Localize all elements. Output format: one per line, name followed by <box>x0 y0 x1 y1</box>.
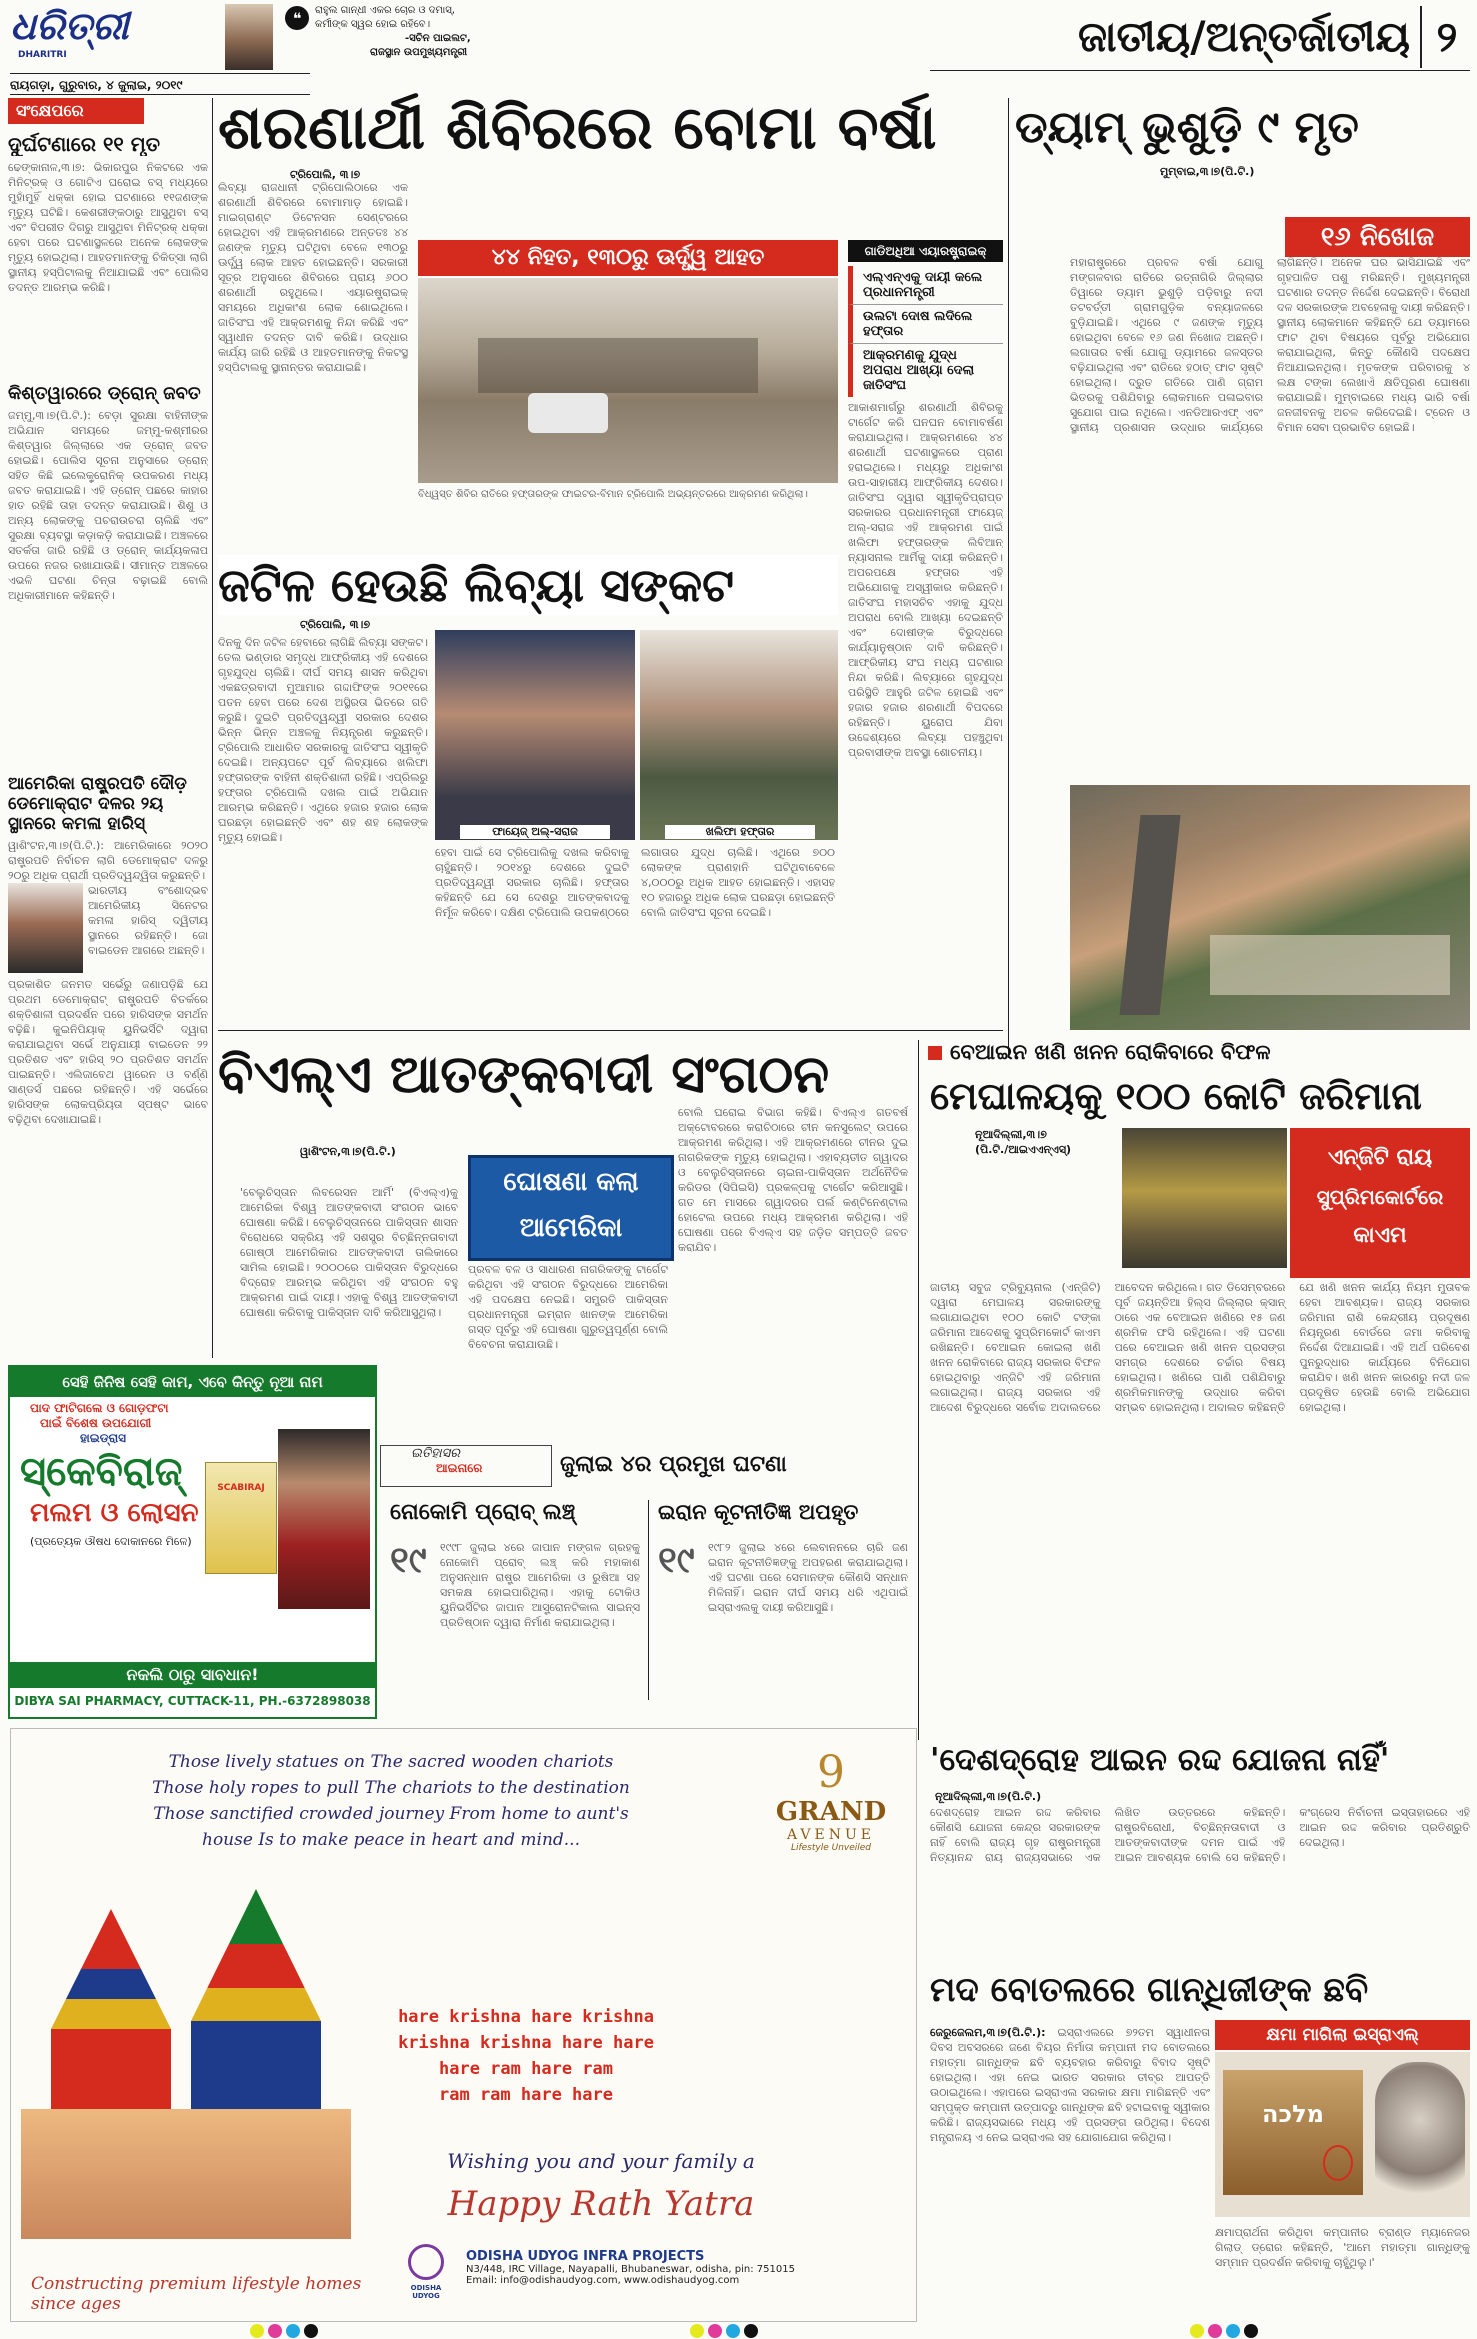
masthead <box>0 0 1477 95</box>
dam-tag: ୧୬ ନିଖୋଜ <box>1285 217 1470 257</box>
chant-line: hare krishna hare krishna <box>398 2007 654 2027</box>
bla-body-1: 'ବେଲୁଚିସ୍ତାନ ଲିବରେସନ ଆର୍ମି' (ବିଏଲ୍ଏ)କୁ ଆମେରିକା ବିଶ୍ୱ ଆତଙ୍କବାଦୀ ସଂଗଠନ ଭାବେ ଘୋଷଣା କରିଛି। ବେଲୁଚିସ୍ତାନରେ ପାକିସ୍ତାନ ଶାସନ ବିରୋଧରେ ସକ୍ରିୟ ଏହି ସଶସ୍ତ୍ର ବିଚ୍ଛିନ୍ନତାବାଦୀ ଗୋଷ୍ଠୀ ଆମେରିକାର ଆତଙ୍କବାଦୀ ତାଲିକାରେ ସାମିଲ ହୋଇଛି। ୨୦୦୦ରେ ପାକିସ୍ତାନ ବିରୁଦ୍ଧରେ ବିଦ୍ରୋହ ଆରମ୍ଭ କରିଥିବା ଏହି ସଂଗଠନ ବହୁ ଆକ୍ରମଣ ପାଇଁ ଦାୟୀ। ଏହାକୁ ବିଶ୍ୱ ଆତଙ୍କବାଦୀ ଘୋଷଣା କରିବାକୁ ପାକିସ୍ତାନ ଦାବି କରିଆସୁଥିଲା। <box>240 1186 458 1319</box>
ad-poem <box>131 1749 651 1853</box>
ad-sub-2: ପାଇଁ ବିଶେଷ ଉପଯୋଗୀ <box>40 1416 152 1430</box>
chariots-illustration <box>21 1869 351 2249</box>
sedition-body: ଦେଶଦ୍ରୋହ ଆଇନ ରଦ୍ଦ କରିବାର କୌଣସି ଯୋଜନା କେନ୍ଦ୍ର ସରକାରଙ୍କ ନାହିଁ ବୋଲି ରାଜ୍ୟ ଗୃହ ରାଷ୍ଟ୍ରମନ୍ତ୍ରୀ ନିତ୍ୟାନନ୍ଦ ରାୟ ରାଜ୍ୟସଭାରେ ଏକ ଲିଖିତ ଉତ୍ତରରେ କହିଛନ୍ତି। ରାଷ୍ଟ୍ରବିରୋଧୀ, ବିଚ୍ଛିନ୍ନତାବାଦୀ ଓ ଆତଙ୍କବାଦୀଙ୍କ ଦମନ ପାଇଁ ଏହି ଆଇନ ଆବଶ୍ୟକ ବୋଲି ସେ କହିଛନ୍ତି। କଂଗ୍ରେସ ନିର୍ବାଚନୀ ଇସ୍ତାହାରରେ ଏହି ଆଇନ ରଦ୍ଦ କରିବାର ପ୍ରତିଶ୍ରୁତି ଦେଇଥିଲା। <box>930 1806 1470 1864</box>
lead-dateline: ଟ୍ରିପୋଲି, ୩।୭ <box>290 168 361 181</box>
ad-product: ମଲମ ଓ ଲୋସନ <box>30 1498 199 1528</box>
left-column <box>8 98 208 1358</box>
sarraj-photo <box>435 630 635 840</box>
sarraj-caption: ଫାୟେଜ୍ ଅଲ୍-ସରାଜ <box>460 825 610 839</box>
wish-line: Wishing you and your family a <box>447 2149 755 2173</box>
ad-brand: ସ୍କେବିରାଜ୍ <box>20 1449 183 1495</box>
dam-body: ମହାରାଷ୍ଟ୍ରରେ ପ୍ରବଳ ବର୍ଷା ଯୋଗୁ ମଙ୍ଗଳବାର ରାତିରେ ରତ୍ନାଗିରି ଜିଲ୍ଲାର ତିୱାରେ ଡ୍ୟାମ ଭୁଶୁଡ଼ି ପଡ଼ିବାରୁ ନଦୀ ତଟବର୍ତ୍ତୀ ଗ୍ରାମଗୁଡ଼ିକ ବନ୍ୟାଜଳରେ ବୁଡ଼ିଯାଇଛି। ଏଥିରେ ୯ ଜଣଙ୍କ ମୃତ୍ୟୁ ହୋଇଥିବା ବେଳେ ୧୬ ଜଣ ନିଖୋଜ ଅଛନ୍ତି। ଲଗାତାର ବର୍ଷା ଯୋଗୁ ଡ୍ୟାମରେ ଜଳସ୍ତର ବଢ଼ିଯାଇଥିଲା ଏବଂ ରାତିରେ ହଠାତ୍ ଫାଟ ସୃଷ୍ଟି ହୋଇଥିଲା। ଦ୍ରୁତ ଗତିରେ ପାଣି ଗ୍ରାମ ଭିତରକୁ ପଶିଯିବାରୁ ଲୋକମାନେ ପଳାଇବାର ସୁଯୋଗ ପାଇ ନଥିଲେ। ଏନଡିଆରଏଫ୍ ଏବଂ ସ୍ଥାନୀୟ ପ୍ରଶାସନ ଉଦ୍ଧାର କାର୍ଯ୍ୟରେ ଲାଗିଛନ୍ତି। ଅନେକ ଘର ଭାସିଯାଇଛି ଏବଂ ଗୃହପାଳିତ ପଶୁ ମରିଛନ୍ତି। ମୁଖ୍ୟମନ୍ତ୍ରୀ ଘଟଣାର ତଦନ୍ତ ନିର୍ଦ୍ଦେଶ ଦେଇଛନ୍ତି। ବିରୋଧୀ ଦଳ ସରକାରଙ୍କ ଅବହେଳାକୁ ଦାୟୀ କରିଛନ୍ତି। ସ୍ଥାନୀୟ ଲୋକମାନେ କହିଛନ୍ତି ଯେ ଡ୍ୟାମରେ ଫାଟ ଥିବା ବିଷୟରେ ପୂର୍ବରୁ ଅଭିଯୋଗ କରାଯାଇଥିଲା, କିନ୍ତୁ କୌଣସି ପଦକ୍ଷେପ ନିଆଯାଇନଥିଲା। ମୃତକଙ୍କ ପରିବାରକୁ ୪ ଲକ୍ଷ ଟଙ୍କା ଲେଖାଏଁ କ୍ଷତିପୂରଣ ଘୋଷଣା କରାଯାଇଛି। ମୁମ୍ବାଇରେ ମଧ୍ୟ ଭାରି ବର୍ଷା ଜନଜୀବନକୁ ଅଚଳ କରିଦେଇଛି। ଟ୍ରେନ ଓ ବିମାନ ସେବା ପ୍ରଭାବିତ ହୋଇଛି। <box>1070 256 1470 434</box>
dam-dateline: ମୁମ୍ବାଇ,୩।୭(ପି.ଟି.) <box>1160 165 1255 178</box>
sedition-headline: 'ଦେଶଦ୍ରୋହ ଆଇନ ରଦ୍ଦ ଯୋଜନା ନାହିଁ' <box>930 1742 1390 1778</box>
bla-headline: ବିଏଲ୍ଏ ଆତଙ୍କବାଦୀ ସଂଗଠନ <box>218 1045 830 1105</box>
lead-photo-caption: ବିଧ୍ୱସ୍ତ ଶିବିର ରାତିରେ ହଫ୍ତାରଙ୍କ ଫାଇଟର-ବିମାନ ଟ୍ରିପୋଲି ଅଭ୍ୟନ୍ତରରେ ଆକ୍ରମଣ କରିଥିଲା। <box>418 489 808 500</box>
quote-author: -ସଚିନ ପାଇଲଟ, <box>405 33 471 44</box>
left-column-rule <box>212 98 213 1358</box>
history-year-1: ୧୯ <box>390 1540 427 1581</box>
ad-footer: DIBYA SAI PHARMACY, CUTTACK-11, PH.-6372898038 <box>14 1694 371 1708</box>
airstrike-band: ଗାଡିଅଧିଆ ଏୟାରଷ୍ଟ୍ରାଇକ୍ <box>848 240 1003 262</box>
ad-note: (ପ୍ରତ୍ୟେକ ଔଷଧ ଦୋକାନରେ ମିଳେ) <box>30 1535 192 1548</box>
poem-line: Those holy ropes to pull The chariots to the destination <box>152 1778 630 1798</box>
history-logo <box>380 1445 552 1487</box>
history-logo-b: ଆଇନାରେ <box>436 1461 483 1475</box>
bla-body-2: ପ୍ରବଳ ବଳ ଓ ସାଧାରଣ ନାଗରିକଙ୍କୁ ଟାର୍ଗେଟ କରିଥିବା ଏହି ସଂଗଠନ ବିରୁଦ୍ଧରେ ଆମେରିକା ଏହି ପଦକ୍ଷେପ ନେଇଛି। ସମ୍ପ୍ରତି ପାକିସ୍ତାନ ପ୍ରଧାନମନ୍ତ୍ରୀ ଇମ୍ରାନ ଖାନଙ୍କ ଆମେରିକା ଗସ୍ତ ପୂର୍ବରୁ ଏହି ଘୋଷଣା ଗୁରୁତ୍ୱପୂର୍ଣ୍ଣ ବୋଲି ବିବେଚନା କରାଯାଉଛି। <box>468 1263 668 1351</box>
masthead-rule <box>930 70 1470 71</box>
ad-company <box>466 2249 906 2286</box>
meghalaya-rule <box>918 1040 919 1740</box>
meghalaya-kicker-wrap <box>918 1040 1470 1070</box>
poem-line: Those lively statues on The sacred wooden chariots <box>168 1752 614 1772</box>
history-box <box>380 1445 910 1715</box>
lead-subhead: ୪୪ ନିହତ, ୧୩୦ରୁ ଊର୍ଦ୍ଧ୍ୱ ଆହତ <box>418 240 838 276</box>
history-year-2: ୧୯ <box>658 1540 695 1581</box>
bottle-label-text: מלכה <box>1262 2100 1324 2128</box>
history-headline-1: ନୋକୋମି ପ୍ରୋବ୍ ଲଞ୍ଚ୍ <box>390 1500 576 1525</box>
ngt-box <box>1290 1128 1470 1278</box>
dam-body-left <box>1015 255 1065 265</box>
ad-sub-1: ପାଦ ଫାଟିଗଲେ ଓ ଗୋଡ଼ଫଟା <box>30 1401 169 1415</box>
brand-name: GRAND <box>775 1797 887 1827</box>
dam-photo <box>1070 785 1470 1030</box>
logo-text: ଧରିତ୍ରୀ <box>10 4 129 48</box>
gandhi-photo <box>1215 2052 1470 2217</box>
haftar-photo <box>640 630 838 840</box>
libya-bottom-rule <box>218 1030 1003 1031</box>
poem-line: Those sanctified crowded journey From home to aunt's <box>153 1804 629 1824</box>
bla-box <box>468 1155 674 1261</box>
ad-tagline: Constructing premium lifestyle homes since ages <box>31 2274 362 2314</box>
lead-photo <box>418 278 838 483</box>
brief-headline-3c: ସ୍ଥାନରେ କମଳା ହାରିସ୍ <box>8 814 146 834</box>
brand-number: 9 <box>817 1747 845 1798</box>
ad-warning: ନକଲି ଠାରୁ ସାବଧାନ! <box>10 1662 375 1688</box>
bla-dateline: ୱାଶିଂଟନ,୩।୭(ପି.ଟି.) <box>300 1145 396 1158</box>
brief-headline-3: ଆମେରିକା ରାଷ୍ଟ୍ରପତି ଦୌଡ଼ <box>8 774 187 794</box>
history-headline-2: ଇରାନ କୂଟନୀତିଜ୍ଞ ଅପହୃତ <box>658 1500 859 1524</box>
harris-photo <box>8 883 83 973</box>
brief-headline-2: କିଶ୍ତୱାରରେ ଡ୍ରୋନ୍ ଜବତ <box>8 383 201 404</box>
chant-line: hare ram hare ram <box>439 2059 613 2079</box>
bla-body-3: ବୋଲି ଘରୋଇ ବିଭାଗ କହିଛି। ବିଏଲ୍ଏ ଗତବର୍ଷ ଅକ୍ଟୋବରରେ କରାଚିଠାରେ ଚୀନ କନସୁଲେଟ୍ ଉପରେ ଆକ୍ରମଣ କରିଥିଲା। ଏହି ଆକ୍ରମଣରେ ଚୀନର ଦୁଇ ନାଗରିକଙ୍କ ମୃତ୍ୟୁ ହୋଇଥିଲା। ଏହାବ୍ୟତୀତ ଗ୍ୱାଦର ଓ ବେଲୁଚିସ୍ତାନରେ ଚାଇନା-ପାକିସ୍ତାନ ଅର୍ଥନୈତିକ କରିଡର (ସିପିଇସି) ପ୍ରକଳ୍ପକୁ ଟାର୍ଗେଟ କରିଆସୁଛି। ଗତ ମେ ମାସରେ ଗ୍ୱାଦରର ପର୍ଲ କଣ୍ଟିନେଣ୍ଟାଲ ହୋଟେଲ ଉପରେ ମଧ୍ୟ ଆକ୍ରମଣ କରିଥିଲା। ଏହି ଘୋଷଣା ପରେ ବିଏଲ୍ଏ ସହ ଜଡ଼ିତ ସମ୍ପତ୍ତି ଜବତ କରାଯିବ। <box>678 1106 908 1254</box>
quote-block <box>315 4 615 60</box>
quote-line-1: ରାହୁଲ ଗାନ୍ଧୀ ଏକର ଚୋର ଓ ଦମାସ୍, <box>315 5 455 16</box>
greet-line: Happy Rath Yatra <box>447 2184 755 2224</box>
brief-body-3-side: ଭାରତୀୟ ବଂଶୋଦ୍ଭବ ଆମେରିକୀୟ ସିନେଟର କମଳା ହାରିସ୍ ଦ୍ୱିତୀୟ ସ୍ଥାନରେ ରହିଛନ୍ତି। ଜୋ ବାଇଡେନ ଆଗରେ ଅଛନ୍ତି। <box>88 884 208 957</box>
libya-dateline: ଟ୍ରିପୋଲି, ୩।୭ <box>300 618 371 631</box>
ngt-tag-1: ଏନ୍‌ଜିଟି ରାୟ <box>1327 1145 1433 1170</box>
meghalaya-dateline-2: (ପି.ଟି./ଆଇଏଏନ୍ଏସ୍) <box>975 1143 1072 1156</box>
briefs-tag: ସଂକ୍ଷେପରେ <box>8 98 144 124</box>
gandhi-headline: ମଦ ବୋତଲରେ ଗାନ୍ଧିଜୀଙ୍କ ଛବି <box>930 1970 1369 2010</box>
ngt-tag-2: ସୁପ୍ରିମକୋର୍ଟରେ <box>1316 1185 1444 1209</box>
logo-sub: DHARITRI <box>18 50 67 60</box>
history-title: ଜୁଲାଇ ୪ର ପ୍ରମୁଖ ଘଟଣା <box>560 1452 787 1477</box>
meghalaya-headline: ମେଘାଳୟକୁ ୧୦୦ କୋଟି ଜରିମାନା <box>930 1074 1422 1118</box>
chant-line: ram ram hare hare <box>439 2085 613 2105</box>
history-body-1: ୧୯୯୮ ଜୁଲାଇ ୪ରେ ଜାପାନ ମଙ୍ଗଳ ଗ୍ରହକୁ ନୋକୋମି ପ୍ରୋବ୍ ଲଞ୍ଚ୍ କରି ମହାକାଶ ଅନୁସନ୍ଧାନ ରାଷ୍ଟ୍ର ଆମେରିକା ଓ ରୁଷିଆ ସହ ସମକକ୍ଷ ହୋଇପାରିଥିଲା। ଏହାକୁ ଟୋକିଓ ୟୁନିଭର୍ସିଟିର ଜାପାନ ଆସ୍ଟ୍ରୋନଟିକାଲ ସାଇନ୍ସ ପ୍ରତିଷ୍ଠାନ ଦ୍ୱାରା ନିର୍ମାଣ କରାଯାଇଥିଲା। <box>440 1541 640 1629</box>
gandhi-tag: କ୍ଷମା ମାଗିଲା ଇସ୍ରାଏଲ୍ <box>1215 2020 1470 2050</box>
quote-icon: ❝ <box>285 6 309 30</box>
logo <box>10 2 185 72</box>
ngt-tag-3: କାଏମ <box>1353 1223 1407 1248</box>
gandhi-body-1: ଜେରୁଜେଲମ,୩।୭(ପି.ଟି.): ଇସ୍ରାଏଲରେ ୭୨ତମ ସ୍ୱାଧୀନତା ଦିବସ ଅବସରରେ ଜଣେ ବିୟର ନିର୍ମାତା କମ୍ପାନୀ ମଦ ବୋତଲରେ ମହାତ୍ମା ଗାନ୍ଧିଙ୍କ ଛବି ବ୍ୟବହାର କରିବାରୁ ବିବାଦ ସୃଷ୍ଟି ହୋଇଥିଲା। ଏହା ନେଇ ଭାରତ ସରକାର ତୀବ୍ର ଆପତ୍ତି ଉଠାଇଥିଲେ। ଏହାପରେ ଇସ୍ରାଏଲ ସରକାର କ୍ଷମା ମାଗିଛନ୍ତି ଏବଂ ସମ୍ପୃକ୍ତ କମ୍ପାନୀ ଉତ୍ପାଦରୁ ଗାନ୍ଧିଙ୍କ ଛବି ହଟାଇବାକୁ ସ୍ୱୀକାର କରିଛି। ରାଜ୍ୟସଭାରେ ମଧ୍ୟ ଏହି ପ୍ରସଙ୍ଗ ଉଠିଥିଲା। ବିଦେଶ ମନ୍ତ୍ରାଳୟ ଏ ନେଇ ଇସ୍ରାଏଲ ସହ ଯୋଗାଯୋଗ କରିଥିଲା। <box>930 2026 1210 2144</box>
libya-body-2: ହେବା ପାଇଁ ସେ ଟ୍ରିପୋଲିକୁ ଦଖଲ କରିବାକୁ ଚାହୁଁଛନ୍ତି। ୨୦୧୪ରୁ ଦେଶରେ ଦୁଇଟି ପ୍ରତିଦ୍ୱନ୍ଦ୍ୱୀ ସରକାର ଚାଲିଛି। ହଫ୍ତାର କହିଛନ୍ତି ଯେ ସେ ଦେଶରୁ ଆତଙ୍କବାଦକୁ ନିର୍ମୂଳ କରିବେ। ଦକ୍ଷିଣ ଟ୍ରିପୋଲି ଉପକଣ୍ଠରେ ଲଗାତାର ଯୁଦ୍ଧ ଚାଲିଛି। ଏଥିରେ ୭୦୦ ଲୋକଙ୍କ ପ୍ରାଣହାନି ଘଟିଥିବାବେଳେ ୪,୦୦୦ରୁ ଅଧିକ ଆହତ ହୋଇଛନ୍ତି। ଏହାସହ ୧୦ ହଜାରରୁ ଅଧିକ ଲୋକ ଘରଛଡ଼ା ହୋଇଛନ୍ତି ବୋଲି ଜାତିସଂଘ ସୂଚନା ଦେଇଛି। <box>435 846 835 919</box>
lead-body-1: ଲିବ୍ୟା ରାଜଧାନୀ ଟ୍ରିପୋଲିଠାରେ ଏକ ଶରଣାର୍ଥୀ ଶିବିରରେ ବୋମାମାଡ଼ ହୋଇଛି। ମାଇଗ୍ରାଣ୍ଟ ଡିଟେନସନ ସେଣ୍ଟରରେ ହୋଇଥିବା ଏହି ଆକ୍ରମଣରେ ଅନ୍ତତଃ ୪୪ ଜଣଙ୍କ ମୃତ୍ୟୁ ଘଟିଥିବା ବେଳେ ୧୩୦ରୁ ଊର୍ଦ୍ଧ୍ୱ ଲୋକ ଆହତ ହୋଇଛନ୍ତି। ସରକାରୀ ସୂତ୍ର ଅନୁସାରେ ଶିବିରରେ ପ୍ରାୟ ୬୦୦ ଶରଣାର୍ଥୀ ରହୁଥିଲେ। ଏୟାରଷ୍ଟ୍ରାଇକ୍ ସମୟରେ ଅଧିକାଂଶ ଲୋକ ଶୋଇଥିଲେ। ଜାତିସଂଘ ଏହି ଆକ୍ରମଣକୁ ନିନ୍ଦା କରିଛି ଏବଂ ସ୍ୱାଧୀନ ତଦନ୍ତ ଦାବି କରିଛି। ଉଦ୍ଧାର କାର୍ଯ୍ୟ ଜାରି ରହିଛି ଓ ଆହତମାନଙ୍କୁ ନିକଟସ୍ଥ ହସ୍ପିଟାଲକୁ ସ୍ଥାନାନ୍ତର କରାଯାଇଛି। <box>218 181 408 374</box>
ad-pack <box>205 1462 277 1574</box>
udyog-logo-text: ODISHA UDYOG <box>410 2284 442 2300</box>
rath-yatra-ad <box>10 1728 917 2322</box>
brand-tagline: Lifestyle Unveiled <box>790 1843 872 1853</box>
airstrike-item: ଏଲ୍ଏନ୍ଏକୁ ଦାୟୀ କଲେ ପ୍ରଧାନମନ୍ତ୍ରୀ <box>848 266 1003 305</box>
brief-body-1: ଢେଙ୍କାନାଳ,୩।୭: ଭିକାରପୁର ନିକଟରେ ଏକ ମିନିଟ୍ରକ୍ ଓ ଗୋଟିଏ ଘରୋଇ ବସ୍ ମଧ୍ୟରେ ମୁହାଁମୁହିଁ ଧକ୍କା ହୋଇ ଘଟଣାରେ ୧୧ଜଣଙ୍କ ମୃତ୍ୟୁ ଘଟିଛି। କେଶରୀଙ୍କଠାରୁ ଆସୁଥିବା ବସ୍ ଏବଂ ବିପରୀତ ଦିଗରୁ ଆସୁଥିବା ମିନିଟ୍ରକ୍ ଧକ୍କା ହେବା ପରେ ଘଟଣାସ୍ଥଳରେ ଅନେକ ଲୋକଙ୍କ ମୃତ୍ୟୁ ହୋଇଥିଲା। ଆହତମାନଙ୍କୁ ଚିକିତ୍ସା ଲାଗି ସ୍ଥାନୀୟ ହସ୍ପିଟାଲକୁ ନିଆଯାଇଛି ଏବଂ ପୋଲିସ ତଦନ୍ତ ଆରମ୍ଭ କରିଛି। <box>8 161 208 294</box>
ad-pack-label: SCABIRAJ <box>217 1483 265 1493</box>
udyog-logo <box>396 2244 456 2314</box>
bla-box-line-2: ଆମେରିକା <box>519 1213 623 1243</box>
grand-avenue-logo <box>756 1749 906 1869</box>
gandhi-dateline: ଜେରୁଜେଲମ,୩।୭(ପି.ଟି.): <box>930 2026 1046 2039</box>
company-address: N3/448, IRC Village, Nayapalli, Bhubaneswar, odisha, pin: 751015 <box>466 2264 795 2275</box>
ad-top-strip: ସେହି ଜିନିଷ ସେହି କାମ, ଏବେ କିନ୍ତୁ ନୂଆ ନାମ <box>10 1367 375 1397</box>
company-name: ODISHA UDYOG INFRA PROJECTS <box>466 2249 705 2264</box>
author-photo <box>225 4 273 70</box>
brand-name-2: AVENUE <box>786 1827 875 1843</box>
right-column-rule <box>1008 98 1009 1058</box>
bla-box-line-1: ଘୋଷଣା କଲା <box>503 1167 639 1197</box>
haftar-caption: ଖଲିଫା ହଫ୍ତାର <box>665 825 815 839</box>
brief-body-3-top: ୱାଶିଂଟନ,୩।୭(ପି.ଟି.): ଆମେରିକାରେ ୨୦୨୦ ରାଷ୍ଟ୍ରପତି ନିର୍ବାଚନ ଲାଗି ଡେମୋକ୍ରାଟ ଦଳରୁ ୨୦ରୁ ଅଧିକ ପ୍ରାର୍ଥୀ ପ୍ରତିଦ୍ୱନ୍ଦ୍ୱିତା କରୁଛନ୍ତି। <box>8 839 208 882</box>
quote-line-2: କର୍ମୀଙ୍କ ସ୍ୱର ହୋଇ ରହିବେ। <box>315 19 431 30</box>
airstrike-list <box>848 266 1003 397</box>
lead-headline: ଶରଣାର୍ଥୀ ଶିବିରରେ ବୋମା ବର୍ଷା <box>218 93 937 163</box>
print-marks <box>0 2324 1477 2339</box>
dam-headline: ଡ୍ୟାମ୍ ଭୁଶୁଡ଼ି ୯ ମୃତ <box>1015 102 1359 153</box>
company-email: Email: info@odishaudyog.com, www.odishaudyog.com <box>466 2275 740 2286</box>
brief-body-3: ପ୍ରକାଶିତ ଜନମତ ସର୍ଭେରୁ ଜଣାପଡ଼ିଛି ଯେ ପ୍ରଥମ ଡେମୋକ୍ରାଟ୍ ରାଷ୍ଟ୍ରପତି ବିତର୍କରେ ଶକ୍ତିଶାଳୀ ପ୍ରଦର୍ଶନ ପରେ ହାରିସଙ୍କ ସମର୍ଥନ ବଢ଼ିଛି। କୁଇନିପିୟାକ୍ ୟୁନିଭର୍ସିଟି ଦ୍ୱାରା କରାଯାଇଥିବା ସର୍ଭେ ଅନୁଯାୟୀ ବାଇଡେନ ୨୨ ପ୍ରତିଶତ ଏବଂ ହାରିସ୍ ୨୦ ପ୍ରତିଶତ ସମର୍ଥନ ପାଇଛନ୍ତି। ଏଲିଜାବେଥ ୱାରେନ ଓ ବର୍ଣ୍ଣି ସାଣ୍ଡର୍ସ ପଛରେ ରହିଛନ୍ତି। ଏହି ସର୍ଭେରେ ହାରିସଙ୍କ ଲୋକପ୍ରିୟତା ସ୍ପଷ୍ଟ ଭାବେ ବଢ଼ିଥିବା ଦେଖାଯାଇଛି। <box>8 978 208 1126</box>
quote-role: ରାଜସ୍ଥାନ ଉପମୁଖ୍ୟମନ୍ତ୍ରୀ <box>370 47 468 58</box>
gandhi-body-2: କ୍ଷମାପ୍ରାର୍ଥନା କରିଥିବା କମ୍ପାନୀର ବ୍ରାଣ୍ଡ ମ୍ୟାନେଜର ଗିଲାଡ୍ ଡ୍ରୋର କହିଛନ୍ତି, 'ଆମେ ମହାତ୍ମା ଗାନ୍ଧିଙ୍କୁ ସମ୍ମାନ ପ୍ରଦର୍ଶନ କରିବାକୁ ଚାହୁଁଥିଲୁ।' <box>1215 2226 1470 2269</box>
sedition-dateline: ନୂଆଦିଲ୍ଲୀ,୩।୭(ପି.ଟି.) <box>935 1790 1042 1803</box>
ad-sub-3: ହାଇଡ୍ରାସ <box>80 1431 126 1445</box>
chant-line: krishna krishna hare hare <box>398 2033 654 2053</box>
history-body-2: ୧୯୮୨ ଜୁଲାଇ ୪ରେ ଲେବାନନରେ ଚାରି ଜଣ ଇରାନ କୂଟନୀତିଜ୍ଞଙ୍କୁ ଅପହରଣ କରାଯାଇଥିଲା। ଏହି ଘଟଣା ପରେ ସେମାନଙ୍କ କୌଣସି ସନ୍ଧାନ ମିଳିନାହିଁ। ଇରାନ ଦୀର୍ଘ ସମୟ ଧରି ଏଥିପାଇଁ ଇସ୍ରାଏଲକୁ ଦାୟୀ କରିଆସୁଛି। <box>708 1541 908 1614</box>
meghalaya-dateline: ନୂଆଦିଲ୍ଲୀ,୩।୭ <box>975 1128 1047 1141</box>
scabiraj-ad <box>8 1365 377 1719</box>
page-number: ୨ <box>1420 6 1472 68</box>
ad-model-photo <box>278 1429 370 1609</box>
meghalaya-kicker: ବେଆଇନ ଖଣି ଖନନ ରୋକିବାରେ ବିଫଳ <box>950 1040 1271 1064</box>
history-logo-a: ଇତିହାସର <box>411 1446 460 1461</box>
brief-headline-1: ଦୁର୍ଘଟଣାରେ ୧୧ ମୃତ <box>8 132 160 156</box>
gandhi-portrait <box>1375 2062 1465 2207</box>
poem-line: house Is to make peace in heart and mind... <box>202 1830 580 1850</box>
airstrike-item: ଉଲଟା ଦୋଷ ଲଦିଲେ ହଫ୍ତାର <box>848 305 1003 344</box>
history-rule <box>648 1500 649 1700</box>
section-title: ଜାତୀୟ/ଅନ୍ତର୍ଜାତୀୟ <box>1077 12 1410 61</box>
chant-block <box>356 2004 696 2108</box>
libya-headline: ଜଟିଳ ହେଉଛି ଲିବ୍ୟା ସଙ୍କଟ <box>218 555 838 615</box>
brief-headline-3b: ଡେମୋକ୍ରାଟ ଦଳର ୨ୟ <box>8 794 164 814</box>
brief-body-2: ଜମ୍ମୁ,୩।୭(ପି.ଟି.): ବେଡ଼ା ସୁରକ୍ଷା ବାହିନୀଙ୍କ ଅଭିଯାନ ସମୟରେ ଜମ୍ମୁ-କଶ୍ମୀରର କିଶ୍ତୱାର ଜିଲ୍ଲାରେ ଏକ ଡ୍ରୋନ୍ ଜବତ ହୋଇଛି। ପୋଲିସ ସୂଚନା ଅନୁସାରେ ଡ୍ରୋନ୍ ସହିତ କିଛି ଇଲେକ୍ଟ୍ରୋନିକ୍ ଉପକରଣ ମଧ୍ୟ ଜବତ କରାଯାଇଛି। ଏହି ଡ୍ରୋନ୍ ପଛରେ କାହାର ହାତ ରହିଛି ତାହା ତଦନ୍ତ କରାଯାଉଛି। ଶିଶୁ ଓ ଅନ୍ୟ ଲୋକଙ୍କୁ ପଚରାଉଚରା ଚାଲିଛି ଏବଂ ସୁରକ୍ଷା ବ୍ୟବସ୍ଥା କଡ଼ାକଡ଼ି କରାଯାଇଛି। ଅଞ୍ଚଳରେ ସତର୍କତା ଜାରି ରହିଛି ଓ ଡ୍ରୋନ୍ କାର୍ଯ୍ୟକଳାପ ଉପରେ ନଜର ରଖାଯାଉଛି। ସୀମାନ୍ତ ଅଞ୍ଚଳରେ ଏଭଳି ଘଟଣା ଚିନ୍ତା ବଢ଼ାଇଛି ବୋଲି ଅଧିକାରୀମାନେ କହିଛନ୍ତି। <box>8 409 208 602</box>
lead-body-2: ଆକାଶମାର୍ଗରୁ ଶରଣାର୍ଥୀ ଶିବିରକୁ ଟାର୍ଗେଟ କରି ଘନଘନ ବୋମାବର୍ଷଣ କରାଯାଇଥିଲା। ଆକ୍ରମଣରେ ୪୪ ଶରଣାର୍ଥୀ ଘଟଣାସ୍ଥଳରେ ପ୍ରାଣ ହରାଇଥିଲେ। ମଧ୍ୟରୁ ଅଧିକାଂଶ ଉପ-ସାହାରୀୟ ଆଫ୍ରିକୀୟ ଦେଶର। ଜାତିସଂଘ ଦ୍ୱାରା ସ୍ୱୀକୃତିପ୍ରାପ୍ତ ସରକାରର ପ୍ରଧାନମନ୍ତ୍ରୀ ଫାୟେଜ୍ ଅଲ୍-ସରାଜ ଏହି ଆକ୍ରମଣ ପାଇଁ ଖଲିଫା ହଫ୍ତାରଙ୍କ ଲିବିଆନ୍ ନ୍ୟାସନାଲ ଆର୍ମିକୁ ଦାୟୀ କରିଛନ୍ତି। ଅପରପକ୍ଷେ ହଫ୍ତାର ଏହି ଅଭିଯୋଗକୁ ଅସ୍ୱୀକାର କରିଛନ୍ତି। ଜାତିସଂଘ ମହାସଚିବ ଏହାକୁ ଯୁଦ୍ଧ ଅପରାଧ ବୋଲି ଆଖ୍ୟା ଦେଇଛନ୍ତି ଏବଂ ଦୋଷୀଙ୍କ ବିରୁଦ୍ଧରେ କାର୍ଯ୍ୟାନୁଷ୍ଠାନ ଦାବି କରିଛନ୍ତି। ଆଫ୍ରିକୀୟ ସଂଘ ମଧ୍ୟ ଘଟଣାର ନିନ୍ଦା କରିଛି। ଲିବ୍ୟାରେ ଗୃହଯୁଦ୍ଧ ପରିସ୍ଥିତି ଆହୁରି ଜଟିଳ ହୋଇଛି ଏବଂ ହଜାର ହଜାର ଶରଣାର୍ଥୀ ବିପଦରେ ରହିଛନ୍ତି। ୟୁରୋପ ଯିବା ଉଦ୍ଦେଶ୍ୟରେ ଲିବ୍ୟା ପହଞ୍ଚୁଥିବା ପ୍ରବାସୀଙ୍କ ଅବସ୍ଥା ଶୋଚନୀୟ। <box>848 401 1003 759</box>
meghalaya-body: ଜାତୀୟ ସବୁଜ ଟ୍ରିବ୍ୟୁନାଲ (ଏନ୍‌ଜିଟି) ଦ୍ୱାରା ମେଘାଳୟ ସରକାରଙ୍କୁ ଲଗାଯାଇଥିବା ୧୦୦ କୋଟି ଟଙ୍କା ଜରିମାନା ଆଦେଶକୁ ସୁପ୍ରିମକୋର୍ଟ କାଏମ ରଖିଛନ୍ତି। ବେଆଇନ କୋଇଲା ଖଣି ଖନନ ରୋକିବାରେ ରାଜ୍ୟ ସରକାର ବିଫଳ ହୋଇଥିବାରୁ ଏନ୍‌ଜିଟି ଏହି ଜରିମାନା ଲଗାଇଥିଲା। ରାଜ୍ୟ ସରକାର ଏହି ଆଦେଶ ବିରୁଦ୍ଧରେ ସର୍ବୋଚ୍ଚ ଅଦାଲତରେ ଆବେଦନ କରିଥିଲେ। ଗତ ଡିସେମ୍ବରରେ ପୂର୍ବ ଜୟନ୍ତିଆ ହିଲ୍ସ ଜିଲ୍ଲାର କ୍ସାନ୍ ଠାରେ ଏକ ବେଆଇନ ଖଣିରେ ୧୫ ଜଣ ଶ୍ରମିକ ଫସି ରହିଥିଲେ। ଏହି ଘଟଣା ପରେ ବେଆଇନ ଖଣି ଖନନ ପ୍ରସଙ୍ଗ ସମଗ୍ର ଦେଶରେ ଚର୍ଚ୍ଚାର ବିଷୟ ହୋଇଥିଲା। ଖଣିରେ ପାଣି ପଶିଯିବାରୁ ଶ୍ରମିକମାନଙ୍କୁ ଉଦ୍ଧାର କରିବା ସମ୍ଭବ ହୋଇନଥିଲା। ଅଦାଲତ କହିଛନ୍ତି ଯେ ଖଣି ଖନନ କାର୍ଯ୍ୟ ନିୟମ ମୁତାବକ ହେବା ଆବଶ୍ୟକ। ରାଜ୍ୟ ସରକାର ଜରିମାନା ରାଶି କେନ୍ଦ୍ରୀୟ ପ୍ରଦୂଷଣ ନିୟନ୍ତ୍ରଣ ବୋର୍ଡରେ ଜମା କରିବାକୁ ନିର୍ଦ୍ଦେଶ ଦିଆଯାଇଛି। ଏହି ଅର୍ଥ ପରିବେଶ ପୁନରୁଦ୍ଧାର କାର୍ଯ୍ୟରେ ବିନିଯୋଗ କରାଯିବ। ଖଣି ଖନନ କାରଣରୁ ନଦୀ ଜଳ ପ୍ରଦୂଷିତ ହେଉଛି ବୋଲି ଅଭିଯୋଗ ହୋଇଥିଲା। <box>930 1281 1470 1414</box>
airstrike-item: ଆକ୍ରମଣକୁ ଯୁଦ୍ଧ ଅପରାଧ ଆଖ୍ୟା ଦେଲା ଜାତିସଂଘ <box>848 344 1003 397</box>
mine-photo <box>1122 1128 1287 1268</box>
libya-body-1: ଦିନକୁ ଦିନ ଜଟିଳ ହେବାରେ ଲାଗିଛି ଲିବ୍ୟା ସଙ୍କଟ। ତେଲ ଭଣ୍ଡାର ସମୃଦ୍ଧ ଆଫ୍ରିକୀୟ ଏହି ଦେଶରେ ଗୃହଯୁଦ୍ଧ ଚାଲିଛି। ଦୀର୍ଘ ସମୟ ଶାସନ କରିଥିବା ଏକଛତ୍ରବାଦୀ ମୁଆମାର ଗଦ୍ଦାଫିଙ୍କ ୨୦୧୧ରେ ପତନ ହେବା ପରେ ଦେଶ ଅସ୍ଥିରତା ଭିତରେ ଗତି କରୁଛି। ଦୁଇଟି ପ୍ରତିଦ୍ୱନ୍ଦ୍ୱୀ ସରକାର ଦେଶର ଭିନ୍ନ ଭିନ୍ନ ଅଞ୍ଚଳକୁ ନିୟନ୍ତ୍ରଣ କରୁଛନ୍ତି। ଟ୍ରିପୋଲି ଆଧାରିତ ସରକାରକୁ ଜାତିସଂଘ ସ୍ୱୀକୃତି ଦେଇଛି। ଅନ୍ୟପଟେ ପୂର୍ବ ଲିବ୍ୟାରେ ଖଲିଫା ହଫ୍ତାରଙ୍କ ବାହିନୀ ଶକ୍ତିଶାଳୀ ରହିଛି। ଏପ୍ରିଲରୁ ହଫ୍ତାର ଟ୍ରିପୋଲି ଦଖଲ ପାଇଁ ଅଭିଯାନ ଆରମ୍ଭ କରିଛନ୍ତି। ଏଥିରେ ହଜାର ହଜାର ଲୋକ ଘରଛଡ଼ା ହୋଇଛନ୍ତି ଏବଂ ଶହ ଶହ ଲୋକଙ୍କ ମୃତ୍ୟୁ ହୋଇଛି। <box>218 636 428 844</box>
bottle-label-image <box>1223 2070 1363 2195</box>
issue-date: ରାୟଗଡ଼ା, ଗୁରୁବାର, ୪ ଜୁଲାଇ, ୨୦୧୯ <box>10 78 183 92</box>
